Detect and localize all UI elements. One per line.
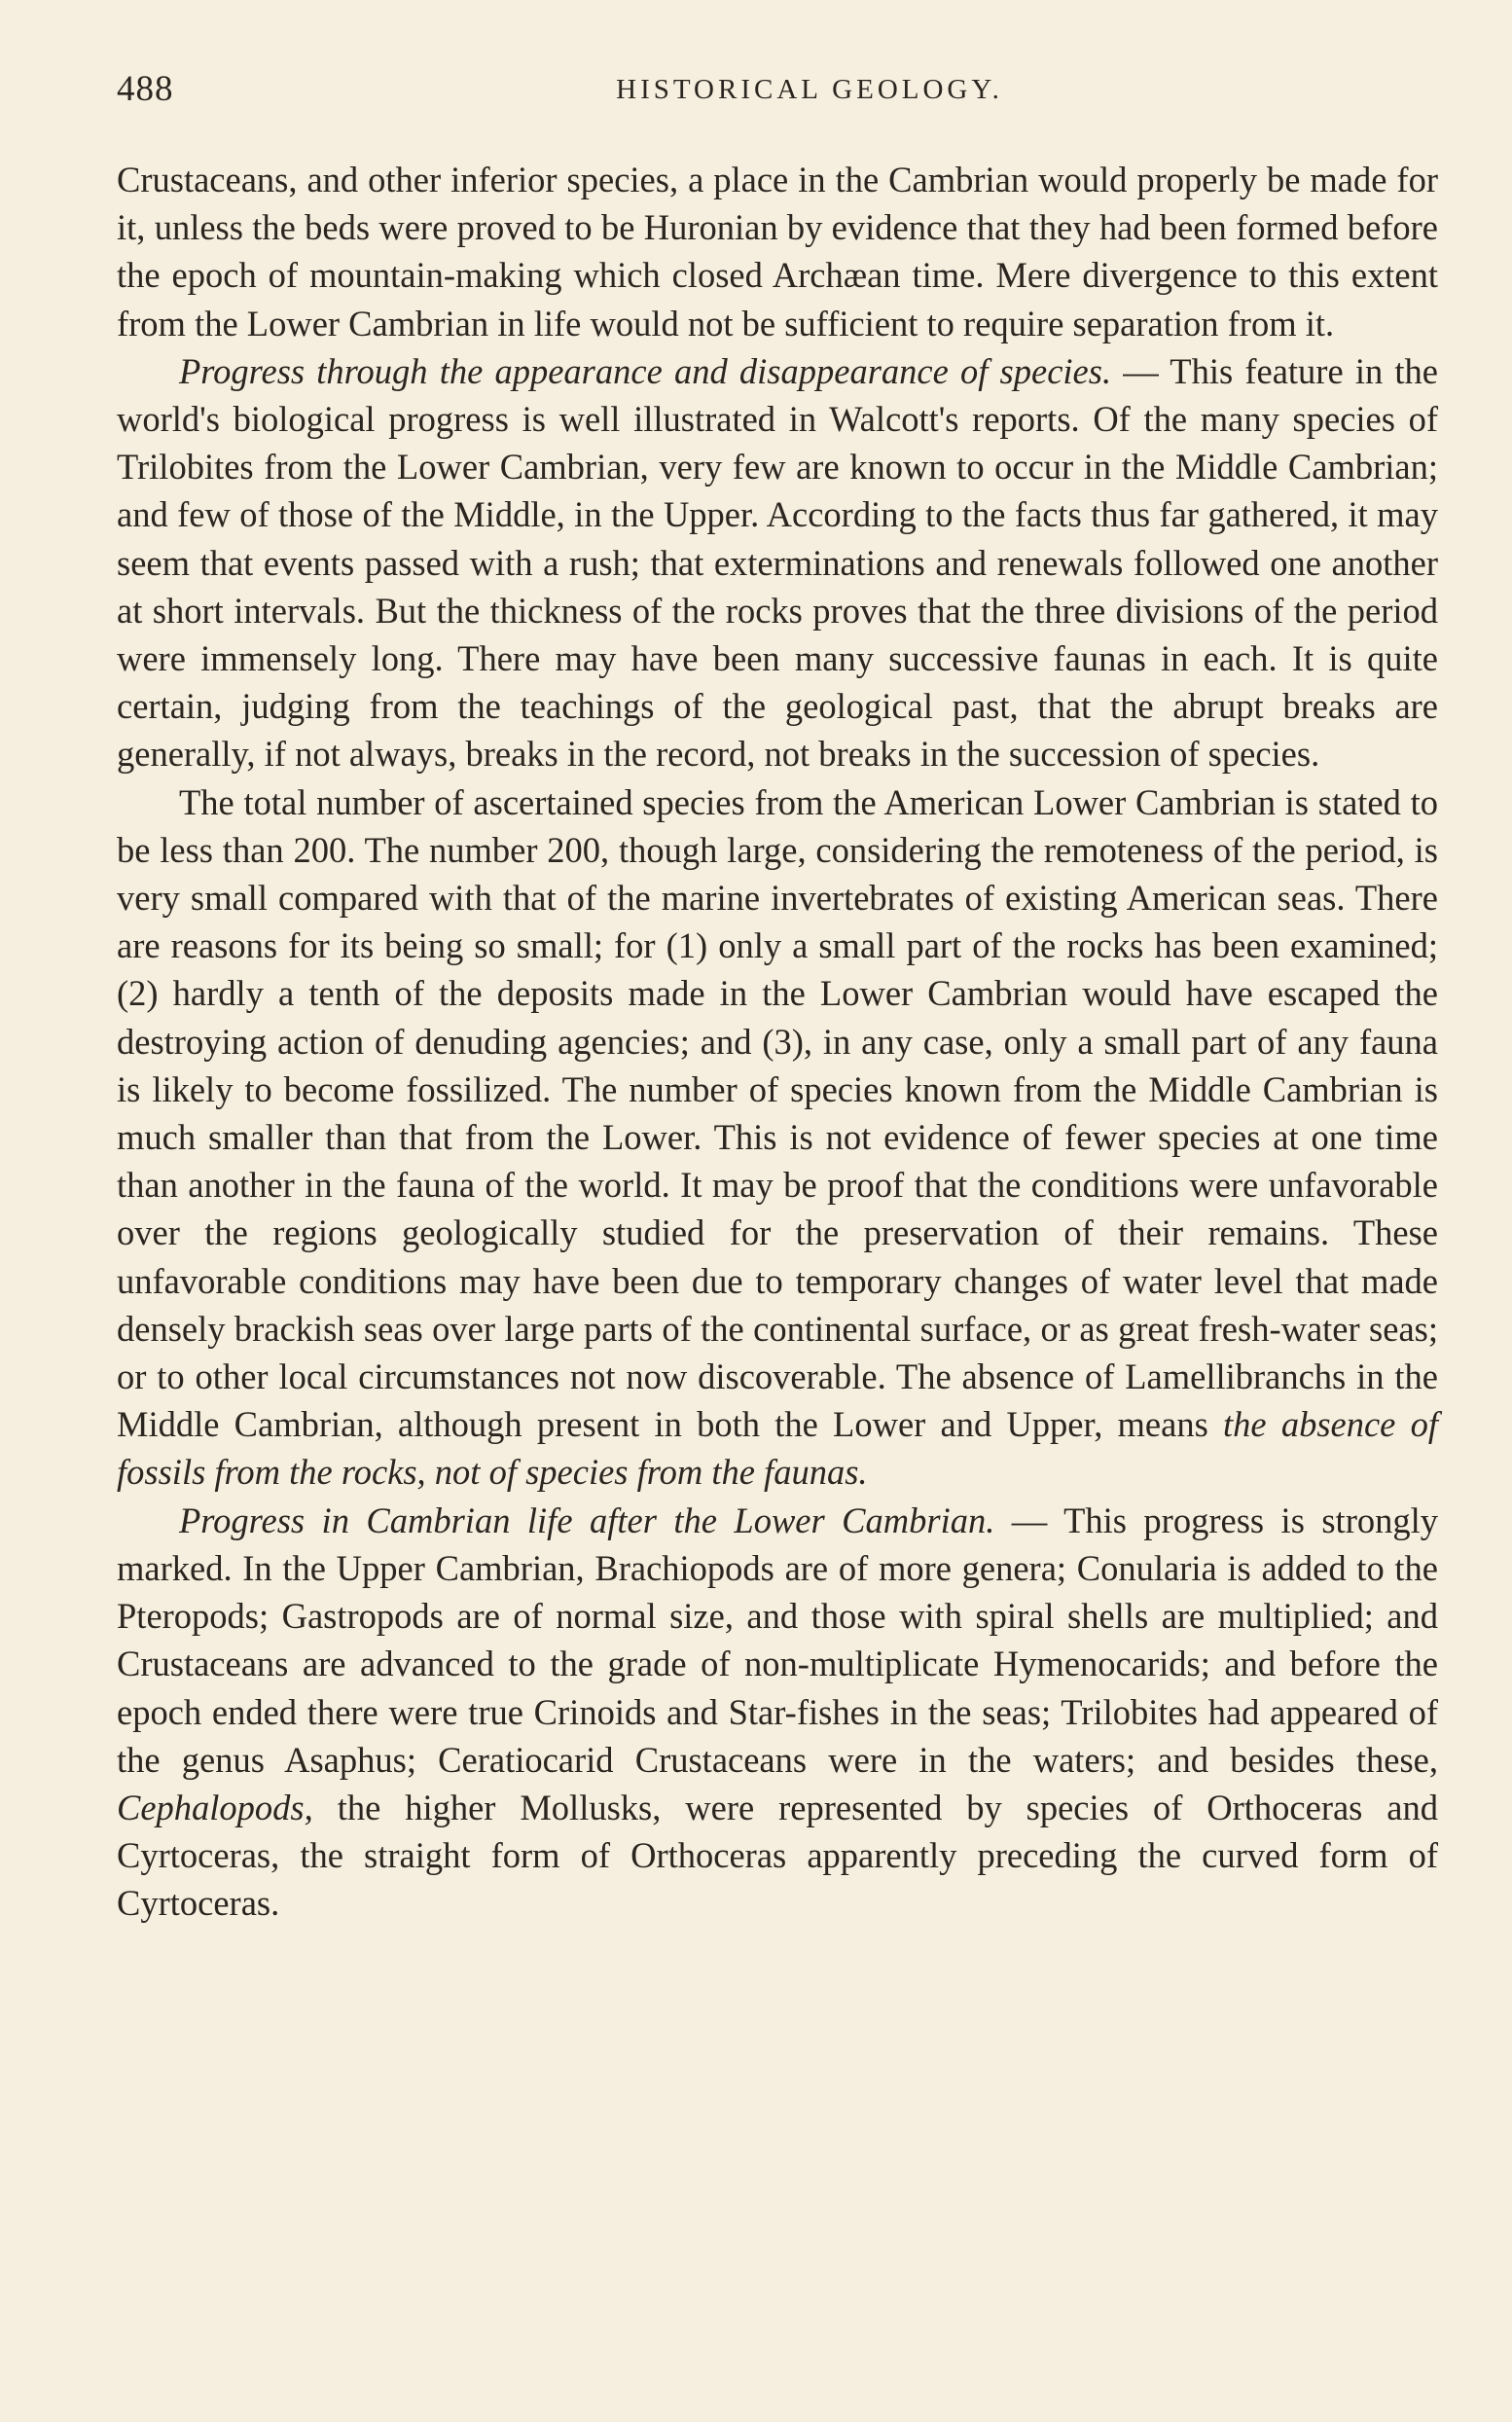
paragraph-emphasis: Cephalopods, <box>117 1787 313 1827</box>
paragraph-lead: Progress through the appearance and disappearance of species. <box>179 350 1112 391</box>
paragraph-species-count <box>117 778 1438 1497</box>
paragraph-emphasis: the absence of fossils from the rocks, not of species from the faunas. <box>117 1404 1438 1493</box>
paragraph-cambrian-life <box>117 1497 1438 1928</box>
body-text <box>117 156 1438 1928</box>
paragraph-lead: Progress in Cambrian life after the Lower Cambrian. <box>179 1500 995 1540</box>
paragraph-text-tail: the higher Mollusks, were represented by species of Orthoceras and Cyrtoceras, the straight form of Orthoceras apparently preceding the curved form of Cyrtoceras. <box>117 1787 1438 1924</box>
running-head <box>117 68 1444 127</box>
paragraph-species-progress <box>117 347 1438 778</box>
paragraph-text: Crustaceans, and other inferior species, a place in the Cambrian would properly be made for it, unless the beds were proved to be Huronian by evidence that they had been formed before the epoch of mountain-making which closed Archæan time. Mere divergence to this extent from the Lower Cambrian in life would not be sufficient to require separation from it. <box>117 160 1438 343</box>
running-head-title: HISTORICAL GEOLOGY. <box>616 74 1003 105</box>
page-number: 488 <box>117 69 174 109</box>
paragraph-text: The total number of ascertained species from the American Lower Cambrian is stated to be less than 200. The number 200, though large, considering the remoteness of the period, is very small compared with that of the marine invertebrates of existing American seas. There are reasons for its being so small; for (1) only a small part of the rocks has been examined; (2) hardly a tenth of the deposits made in the Lower Cambrian would have escaped the destroying action of denuding agencies; and (3), in any case, only a small part of any fauna is likely to become fossilized. The number of species known from the Middle Cambrian is much smaller than that from the Lower. This is not evidence of fewer species at one time than another in the fauna of the world. It may be proof that the conditions were unfavorable over the regions geologically studied for the preservation of their remains. These unfavorable conditions may have been due to temporary changes of water level that made densely brackish seas over large parts of the continental surface, or as great fresh-water seas; or to other local circumstances not now discoverable. The absence of Lamellibranchs in the Middle Cambrian, although present in both the Lower and Upper, means <box>117 781 1438 1445</box>
paragraph-continuation <box>117 156 1438 347</box>
paragraph-text: — This feature in the world's biological progress is well illustrated in Walcott's reports. Of the many species of Trilobites from the Lower Cambrian, very few are known to occur in the Middle Cambrian; and few of those of the Middle, in the Upper. According to the facts thus far gathered, it may seem that events passed with a rush; that exterminations and renewals followed one another at short intervals. But the thickness of the rocks proves that the three divisions of the period were immensely long. There may have been many successive faunas in each. It is quite certain, judging from the teachings of the geological past, that the abrupt breaks are generally, if not always, breaks in the record, not breaks in the succession of species. <box>117 350 1438 775</box>
paragraph-text: — This progress is strongly marked. In the Upper Cambrian, Brachiopods are of more genera; Conularia is added to the Pteropods; Gastropods are of normal size, and those with spiral shells are multiplied; and Crustaceans are advanced to the grade of non-multiplicate Hymenocarids; and before the epoch ended there were true Crinoids and Star-fishes in the seas; Trilobites had appeared of the genus Asaphus; Ceratiocarid Crustaceans were in the waters; and besides these, <box>117 1500 1438 1780</box>
